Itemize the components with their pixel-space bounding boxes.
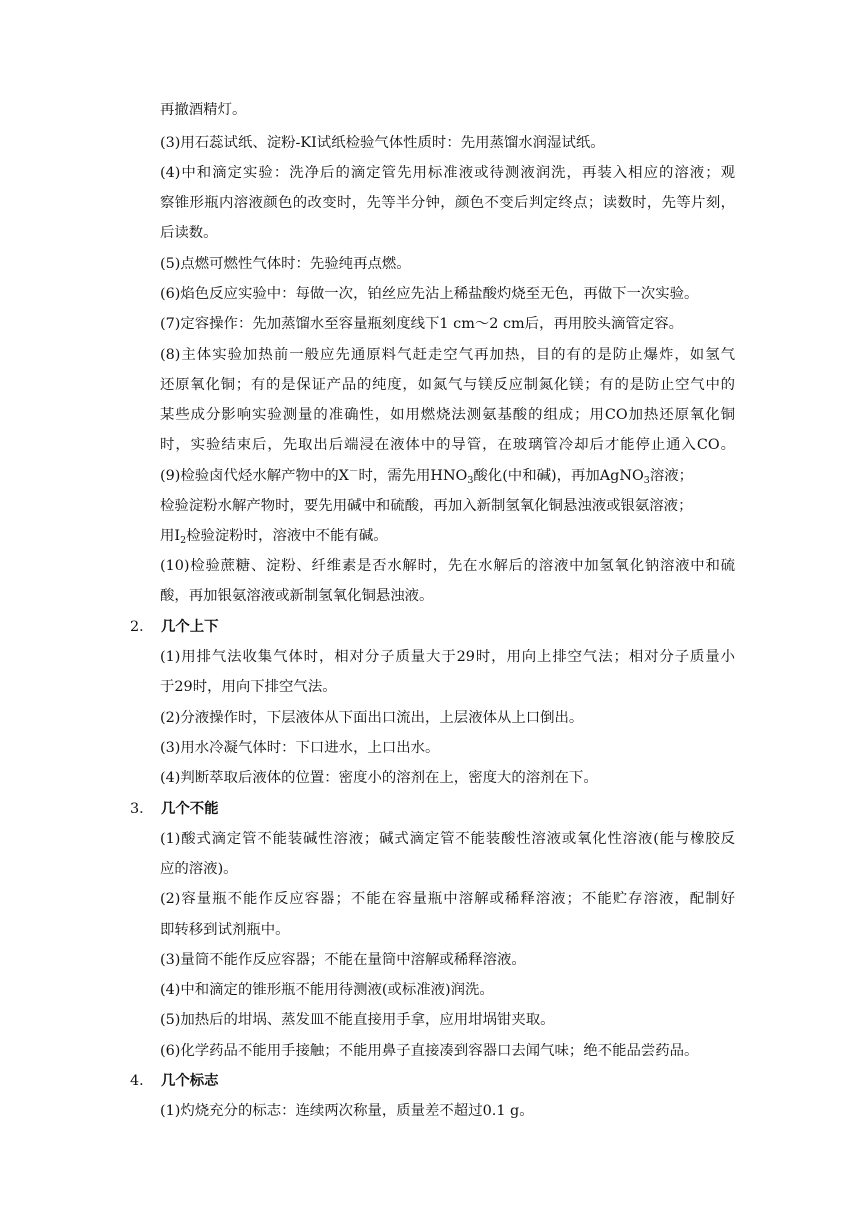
item-7: (7)定容操作：先加蒸馏水至容量瓶刻度线下1 cm～2 cm后，再用胶头滴管定容。 [160, 316, 683, 332]
item-9-line-2: 检验淀粉水解产物时，要先用碱中和硫酸，再加入新制氢氧化铜悬浊液或银氨溶液； [160, 498, 693, 514]
s2-item-3: (3)用水冷凝气体时：下口进水，上口出水。 [160, 740, 440, 756]
item-2-continuation: 再撤酒精灯。 [160, 102, 247, 118]
item-8-line-2: 还原氧化铜；有的是保证产品的纯度，如氮气与镁反应制氮化镁；有的是防止空气中的 [160, 377, 735, 393]
s3-item-2-line-2: 即转移到试剂瓶中。 [160, 922, 290, 938]
item-9-line-3-b: 检验淀粉时，溶液中不能有碱。 [186, 528, 388, 544]
section-3-heading [130, 799, 219, 819]
section-4-title: 几个标志 [161, 1072, 219, 1089]
item-9-text-a: (9)检验卤代烃水解产物中的X [160, 468, 349, 484]
item-9-line-3-a: 用I [160, 528, 181, 544]
item-9-sub-2: 3 [643, 475, 650, 486]
item-9-text-c: 酸化(中和碱)，再加AgNO [473, 468, 644, 484]
item-9-line-1 [160, 466, 735, 486]
item-10-line-2: 酸，再加银氨溶液或新制氢氧化铜悬浊液。 [160, 588, 434, 604]
s3-item-2-line-1: (2)容量瓶不能作反应容器；不能在容量瓶中溶解或稀释溶液；不能贮存溶液，配制好 [160, 891, 735, 907]
item-8-line-4: 时，实验结束后，先取出后端浸在液体中的导管，在玻璃管冷却后才能停止通入CO。 [160, 437, 735, 453]
section-2-title: 几个上下 [161, 618, 219, 635]
s3-item-5: (5)加热后的坩埚、蒸发皿不能直接用手拿，应用坩埚钳夹取。 [160, 1012, 555, 1028]
item-4-line-2: 察锥形瓶内溶液颜色的改变时，先等半分钟，颜色不变后判定终点；读数时，先等片刻， [160, 195, 735, 211]
s3-item-3: (3)量筒不能作反应容器；不能在量筒中溶解或稀释溶液。 [160, 952, 526, 968]
item-10-line-1: (10)检验蔗糖、淀粉、纤维素是否水解时，先在水解后的溶液中加氢氧化钠溶液中和硫 [160, 558, 735, 574]
section-4-heading [130, 1071, 219, 1091]
s3-item-1-line-2: 应的溶液)。 [160, 861, 238, 877]
item-9-line-3 [160, 526, 735, 546]
item-9-sub-1: 3 [467, 475, 474, 486]
item-8-line-3: 某些成分影响实验测量的准确性，如用燃烧法测氨基酸的组成；用CO加热还原氧化铜 [160, 407, 735, 423]
item-5: (5)点燃可燃性气体时：先验纯再点燃。 [160, 256, 411, 272]
item-4-line-1: (4)中和滴定实验：洗净后的滴定管先用标准液或待测液润洗，再装入相应的溶液；观 [160, 165, 735, 181]
item-9-line-3-sub: 2 [180, 535, 187, 546]
s3-item-6: (6)化学药品不能用手接触；不能用鼻子直接凑到容器口去闻气味；绝不能品尝药品。 [160, 1043, 699, 1059]
section-3-title: 几个不能 [161, 800, 219, 817]
section-4-number: 4． [130, 1073, 154, 1089]
item-9-sup: － [348, 466, 359, 477]
s2-item-2: (2)分液操作时，下层液体从下面出口流出，上层液体从上口倒出。 [160, 710, 584, 726]
item-4-line-3: 后读数。 [160, 225, 218, 241]
section-3-number: 3． [130, 801, 154, 817]
item-8-line-1: (8)主体实验加热前一般应先通原料气赶走空气再加热，目的有的是防止爆炸，如氢气 [160, 347, 735, 363]
item-9-text-d: 溶液； [649, 468, 693, 484]
s3-item-1-line-1: (1)酸式滴定管不能装碱性溶液；碱式滴定管不能装酸性溶液或氧化性溶液(能与橡胶反 [160, 831, 735, 847]
section-2-heading [130, 617, 219, 637]
item-3: (3)用石蕊试纸、淀粉-KI试纸检验气体性质时：先用蒸馏水润湿试纸。 [160, 135, 605, 151]
s4-item-1: (1)灼烧充分的标志：连续两次称量，质量差不超过0.1 g。 [160, 1103, 534, 1119]
s2-item-1-line-2: 于29时，用向下排空气法。 [160, 679, 337, 695]
s2-item-1-line-1: (1)用排气法收集气体时，相对分子质量大于29时，用向上排空气法；相对分子质量小 [160, 649, 735, 665]
s2-item-4: (4)判断萃取后液体的位置：密度小的溶剂在上，密度大的溶剂在下。 [160, 770, 598, 786]
item-9-text-b: 时，需先用HNO [358, 468, 468, 484]
s3-item-4: (4)中和滴定的锥形瓶不能用待测液(或标准液)润洗。 [160, 982, 494, 998]
item-6: (6)焰色反应实验中：每做一次，铂丝应先沾上稀盐酸灼烧至无色，再做下一次实验。 [160, 286, 699, 302]
section-2-number: 2． [130, 619, 154, 635]
